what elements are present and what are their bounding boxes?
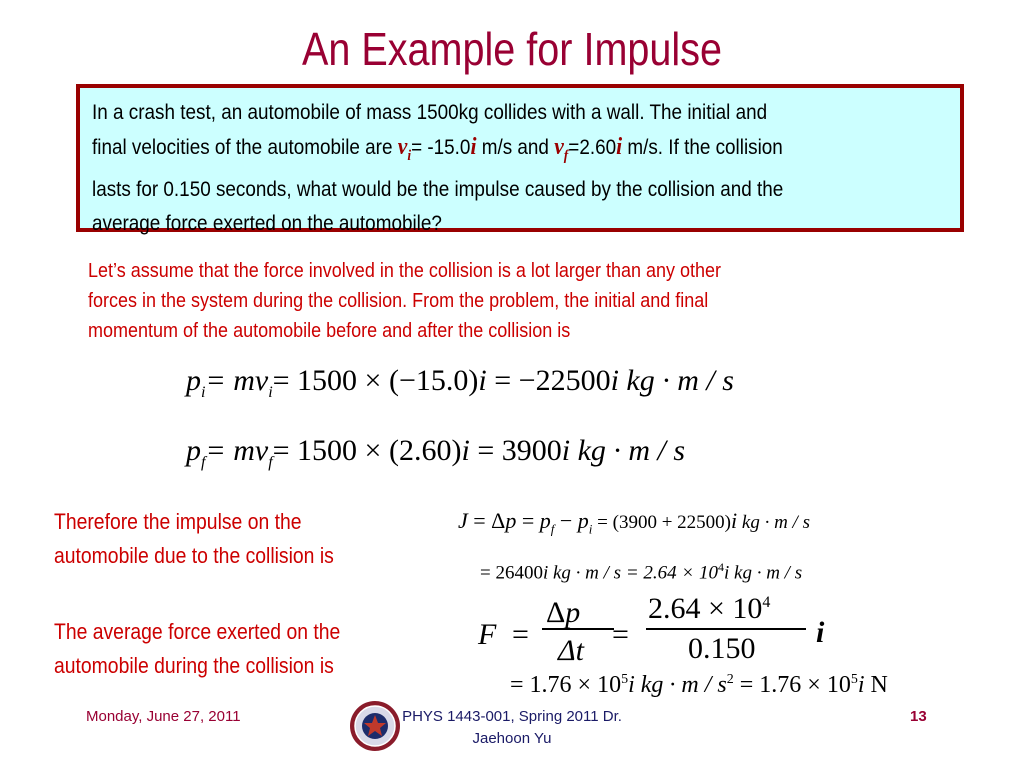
problem-box bbox=[76, 84, 964, 235]
problem-line-2: final velocities of the automobile are $v_i= -15.0i$ m/s and $v_f=2.60i$ m/s. If the collision bbox=[92, 134, 783, 164]
equation-impulse-result: = 26400i kg · $m / s = 2.64 \times 10^4i$ kg · m / s bbox=[480, 560, 803, 584]
problem-line-4: average force exerted on the automobile? bbox=[92, 211, 442, 235]
footer-course: PHYS 1443-001, Spring 2011 Dr. Jaehoon Yu bbox=[402, 708, 622, 747]
vf-symbol: $v_f$ bbox=[554, 134, 569, 164]
equation-initial-momentum: $p_i= mv_i= 1500 \times (-15.0)i = -22500i$ kg · m / s bbox=[186, 364, 734, 401]
footer-date: Monday, June 27, 2011 bbox=[86, 708, 241, 725]
force-label: The average force exerted on the automobile during the collision is bbox=[54, 619, 341, 678]
explanation-text: Let’s assume that the force involved in the collision is a lot larger than any other forces in the system during the collision. From the problem, the initial and final momentum of the automobile before and after the collision is bbox=[88, 260, 722, 342]
equation-impulse: $J = \Delta p = p_f - p_i = (3900 + 22500)i$ kg · m / s bbox=[458, 508, 810, 537]
slide-title: An Example for Impulse bbox=[302, 23, 722, 75]
impulse-label: Therefore the impulse on the automobile due to the collision is bbox=[54, 509, 334, 568]
equation-average-force-result: = $1.76 \times 10^5i$ kg · $m / s^2 = 1.76 \times 10^5i$ N bbox=[510, 672, 888, 698]
vi-symbol: $v_i$ bbox=[397, 134, 412, 164]
equation-final-momentum: $p_f= mv_f= 1500 \times (2.60)i = 3900i$ kg · m / s bbox=[186, 434, 686, 471]
page-number: 13 bbox=[910, 708, 927, 725]
problem-line-3: lasts for 0.150 seconds, what would be the impulse caused by the collision and the bbox=[92, 177, 784, 201]
problem-line-1: In a crash test, an automobile of mass 1500kg collides with a wall. The initial and bbox=[92, 101, 768, 124]
